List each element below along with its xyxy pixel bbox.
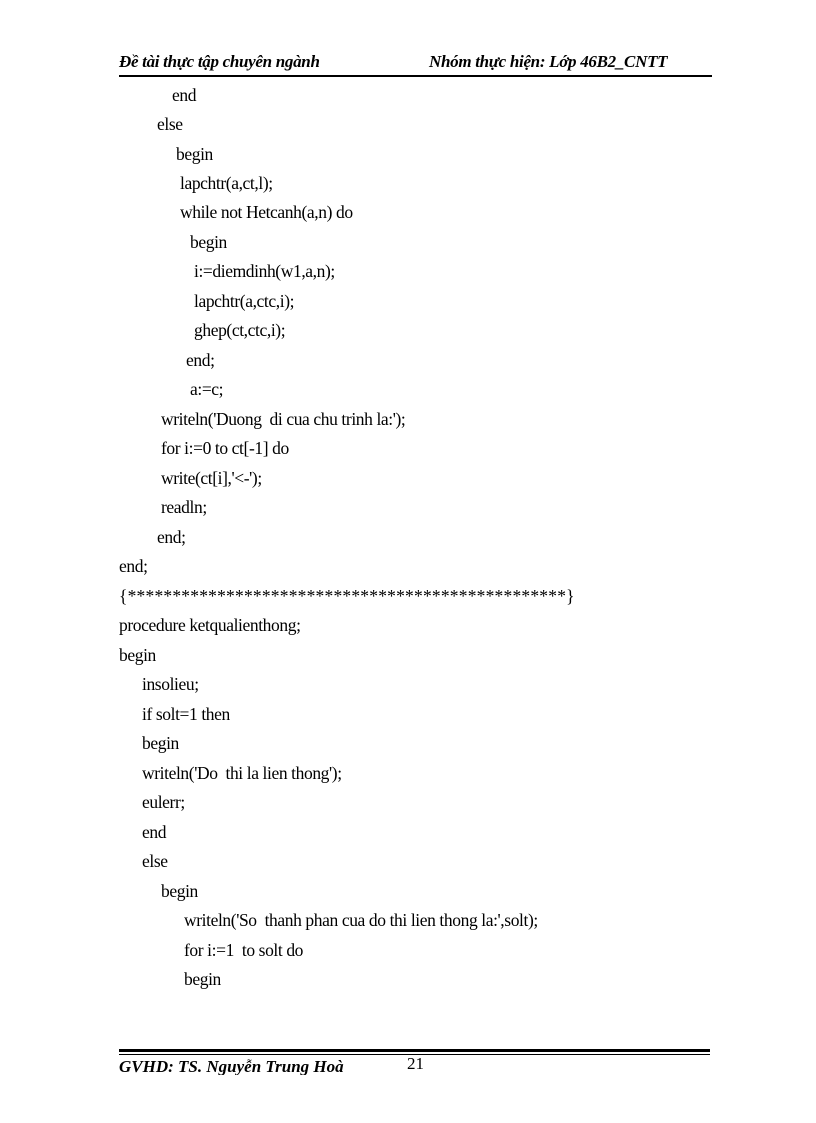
footer-divider-thick: [119, 1049, 710, 1052]
code-line: lapchtr(a,ctc,i);: [194, 291, 295, 311]
code-line: procedure ketqualienthong;: [119, 615, 301, 635]
code-line: end;: [157, 527, 186, 547]
code-line: writeln('Do thi la lien thong');: [142, 763, 342, 783]
code-line: write(ct[i],'<-');: [161, 468, 262, 488]
code-line: begin: [190, 232, 227, 252]
code-line: eulerr;: [142, 792, 185, 812]
page-number: 21: [407, 1054, 424, 1073]
header-divider: [119, 75, 712, 77]
code-line: begin: [184, 969, 221, 989]
code-line: insolieu;: [142, 674, 199, 694]
code-line: end;: [186, 350, 215, 370]
code-line: end: [142, 822, 167, 842]
code-line: readln;: [161, 497, 207, 517]
code-line: begin: [142, 733, 179, 753]
code-line: if solt=1 then: [142, 704, 230, 724]
header-topic: Đề tài thực tập chuyên ngành: [119, 52, 320, 71]
code-line: for i:=1 to solt do: [184, 940, 304, 960]
footer-supervisor: GVHD: TS. Nguyễn Trung Hoà: [119, 1057, 344, 1075]
code-line: begin: [161, 881, 198, 901]
header-group: Nhóm thực hiện: Lớp 46B2_CNTT: [429, 52, 668, 71]
code-line: while not Hetcanh(a,n) do: [180, 202, 353, 222]
code-line: i:=diemdinh(w1,a,n);: [194, 261, 335, 281]
code-line: a:=c;: [190, 379, 224, 399]
code-line: ghep(ct,ctc,i);: [194, 320, 286, 340]
code-line: lapchtr(a,ct,l);: [180, 173, 273, 193]
code-line: begin: [119, 645, 156, 665]
code-line: for i:=0 to ct[-1] do: [161, 438, 289, 458]
code-line: writeln('So thanh phan cua do thi lien thong la:',solt);: [184, 910, 538, 930]
code-line: end;: [119, 556, 148, 576]
code-line: begin: [176, 144, 213, 164]
code-line: else: [157, 114, 183, 134]
code-line: else: [142, 851, 168, 871]
code-line: {*************************************************}: [119, 586, 575, 606]
code-line: writeln('Duong di cua chu trinh la:');: [161, 409, 406, 429]
code-line: end: [172, 85, 197, 105]
